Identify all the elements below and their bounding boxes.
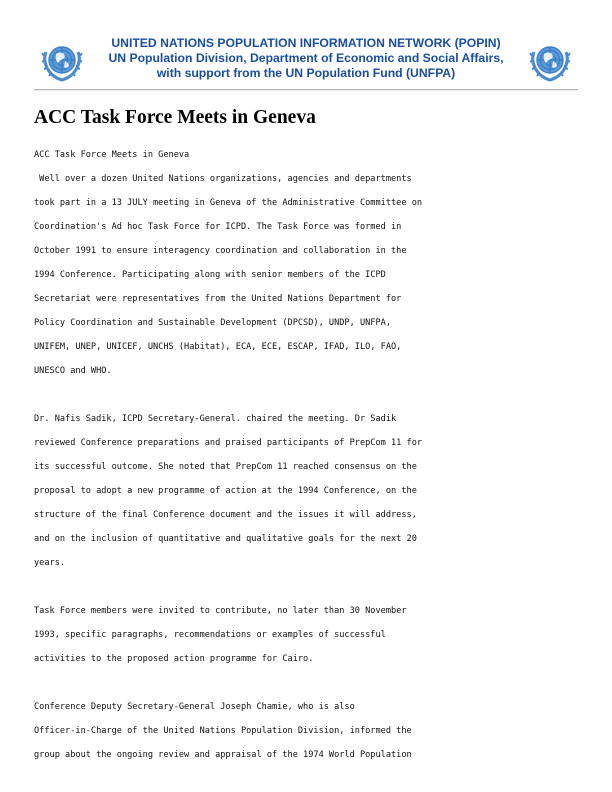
body-line: UNESCO and WHO. (34, 366, 112, 376)
body-line: 1993, specific paragraphs, recommendations or examples of successful (34, 630, 386, 640)
un-emblem-icon (526, 38, 574, 86)
body-line: Dr. Nafis Sadik, ICPD Secretary-General. chaired the meeting. Dr Sadik (34, 414, 397, 424)
body-line: 1994 Conference. Participating along with senior members of the ICPD (34, 270, 386, 280)
body-line: UNIFEM, UNEP, UNICEF, UNCHS (Habitat), ECA, ECE, ESCAP, IFAD, ILO, FAO, (34, 342, 402, 352)
header-divider (34, 89, 578, 91)
body-line: its successful outcome. She noted that PrepCom 11 reached consensus on the (34, 462, 417, 472)
body-line: Coordination's Ad hoc Task Force for ICPD. The Task Force was formed in (34, 222, 402, 232)
header-line-1: UNITED NATIONS POPULATION INFORMATION NETWORK (POPIN) (111, 36, 501, 50)
un-emblem-icon (38, 38, 86, 86)
body-line: Conference Deputy Secretary-General Joseph Chamie, who is also (34, 702, 355, 712)
body-line: reviewed Conference preparations and praised participants of PrepCom 11 for (34, 438, 423, 448)
body-line: structure of the final Conference document and the issues it will address, (34, 510, 417, 520)
popin-header (34, 36, 578, 90)
paragraph-break (34, 383, 594, 407)
body-line: years. (34, 558, 66, 568)
paragraph-break (34, 671, 594, 695)
header-title-block (90, 36, 522, 81)
body-line: proposal to adopt a new programme of action at the 1994 Conference, on the (34, 486, 417, 496)
body-line: and on the inclusion of quantitative and qualitative goals for the next 20 (34, 534, 417, 544)
paragraph-break (34, 575, 594, 599)
page-title: ACC Task Force Meets in Geneva (34, 107, 316, 128)
header-line-2: UN Population Division, Department of Economic and Social Affairs, (108, 51, 504, 65)
header-line-3: with support from the UN Population Fund (UNFPA) (156, 66, 456, 80)
body-line: ACC Task Force Meets in Geneva (34, 150, 190, 160)
body-line: Well over a dozen United Nations organizations, agencies and departments (34, 174, 412, 184)
body-line: Officer-in-Charge of the United Nations Population Division, informed the (34, 726, 412, 736)
body-line: group about the ongoing review and appraisal of the 1974 World Population (34, 750, 412, 760)
body-line: Policy Coordination and Sustainable Development (DPCSD), UNDP, UNFPA, (34, 318, 391, 328)
body-line: Secretariat were representatives from the United Nations Department for (34, 294, 402, 304)
body-line: took part in a 13 JULY meeting in Geneva of the Administrative Committee on (34, 198, 423, 208)
body-line: Task Force members were invited to contribute, no later than 30 November (34, 606, 407, 616)
body-line: October 1991 to ensure interagency coordination and collaboration in the (34, 246, 407, 256)
body-line: activities to the proposed action programme for Cairo. (34, 654, 314, 664)
article-body (34, 143, 594, 767)
